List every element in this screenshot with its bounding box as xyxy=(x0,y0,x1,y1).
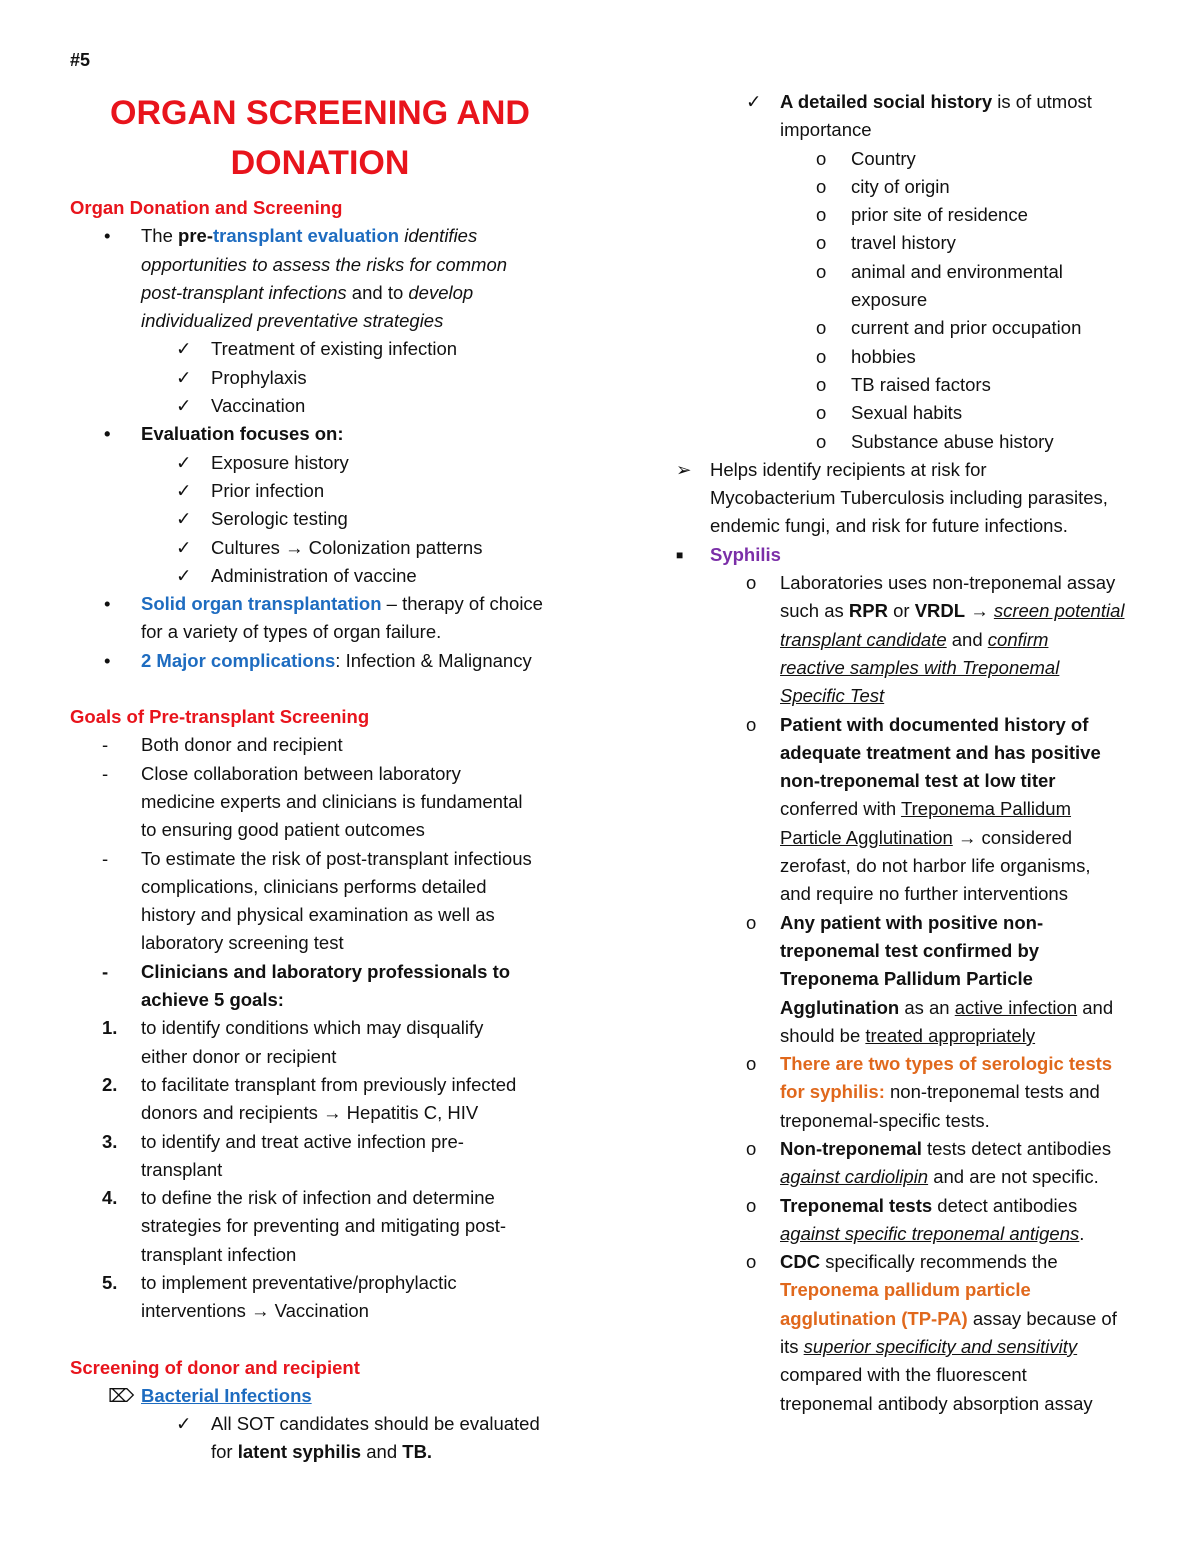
arrow-helps-identify: ➢ Helps identify recipients at risk for Mycobacterium Tuberculosis including parasites, endemic fungi, and risk for future infections. xyxy=(676,456,1166,541)
left-column xyxy=(70,88,590,1467)
goal-item: 3. to identify and treat active infection pre- transplant xyxy=(102,1130,464,1180)
document-title: ORGAN SCREENING AND DONATION xyxy=(110,94,530,182)
checkmark-icon: ✓ xyxy=(176,1413,192,1435)
checkmark-icon: ✓ xyxy=(176,338,192,360)
circle-bullet-icon: o xyxy=(816,147,827,169)
social-item: o Country xyxy=(676,145,1166,173)
dash-icon: - xyxy=(102,762,109,784)
checkmark-icon: ✓ xyxy=(176,508,192,530)
syphilis-item: o Treponemal tests detect antibodies against specific treponemal antigens. xyxy=(676,1192,1166,1249)
circle-bullet-icon: o xyxy=(746,572,757,594)
goal-item: 2. to facilitate transplant from previously infected donors and recipients → Hepatitis C, HIV xyxy=(102,1073,517,1124)
goal-item: 4. to define the risk of infection and determine strategies for preventing and mitigating post- transplant infection xyxy=(102,1187,507,1265)
circle-bullet-icon: o xyxy=(816,175,827,197)
syphilis-item: o Laboratories uses non-treponemal assay such as RPR or VRDL → screen potential transplant candidate and confirm reactive samples with Treponemal Specific Test xyxy=(676,569,1166,710)
bullet-evaluation-focuses: • Evaluation focuses on: xyxy=(70,420,590,448)
checkmark-icon: ✓ xyxy=(176,366,192,388)
dash-icon: - xyxy=(102,847,109,869)
social-item: o Sexual habits xyxy=(676,399,1166,427)
bullet-solid-organ: • Solid organ transplantation – therapy of choice for a variety of types of organ failure. xyxy=(70,590,590,647)
page-number: #5 xyxy=(70,50,91,70)
check-item: ✓ Administration of vaccine xyxy=(70,562,590,590)
social-item: o current and prior occupation xyxy=(676,314,1166,342)
bullet-dot-icon: • xyxy=(104,649,111,671)
dash-item: - To estimate the risk of post-transplant infectious complications, clinicians performs detailed history and physical examination as well as laboratory screening test xyxy=(70,845,590,958)
checkmark-icon: ✓ xyxy=(176,536,192,558)
circle-bullet-icon: o xyxy=(816,317,827,339)
circle-bullet-icon: o xyxy=(746,713,757,735)
heading-organ-donation: Organ Donation and Screening xyxy=(70,197,343,218)
circle-bullet-icon: o xyxy=(746,1137,757,1159)
syphilis-item: o Non-treponemal tests detect antibodies against cardiolipin and are not specific. xyxy=(676,1135,1166,1192)
dash-icon: - xyxy=(102,960,109,982)
circle-bullet-icon: o xyxy=(746,911,757,933)
syphilis-heading: ■ Syphilis xyxy=(676,541,1166,569)
heading-goals: Goals of Pre-transplant Screening xyxy=(70,706,370,728)
dash-item: - Close collaboration between laboratory medicine experts and clinicians is fundamental to ensuring good patient outcomes xyxy=(70,760,590,845)
circle-bullet-icon: o xyxy=(816,402,827,424)
syphilis-item: o Patient with documented history of adequate treatment and has positive non-treponemal test at low titer conferred with Treponema Pallidum Particle Agglutination → considered zerofast, do not harbor life organisms, and require no further interventions xyxy=(676,711,1166,909)
boxed-x-arrow-icon: ⌦ xyxy=(108,1384,135,1406)
circle-bullet-icon: o xyxy=(746,1194,757,1216)
circle-bullet-icon: o xyxy=(816,232,827,254)
check-item: ✓ All SOT candidates should be evaluated for latent syphilis and TB. xyxy=(70,1410,590,1467)
checkmark-icon: ✓ xyxy=(176,395,192,417)
check-item: ✓ Prior infection xyxy=(70,477,590,505)
syphilis-item: o Any patient with positive non- treponemal test confirmed by Treponema Pallidum Particle Agglutination as an active infection and should be treated appropriately xyxy=(676,909,1166,1050)
circle-bullet-icon: o xyxy=(816,260,827,282)
checkmark-icon: ✓ xyxy=(176,564,192,586)
social-item: o city of origin xyxy=(676,173,1166,201)
social-item: o TB raised factors xyxy=(676,371,1166,399)
arrowhead-bullet-icon: ➢ xyxy=(676,458,692,480)
dash-item: - Both donor and recipient xyxy=(70,731,590,759)
bullet-major-complications: • 2 Major complications: Infection & Malignancy xyxy=(70,647,590,675)
heading-screening-donor: Screening of donor and recipient xyxy=(70,1356,360,1378)
social-item: o Substance abuse history xyxy=(676,428,1166,456)
syphilis-item: o CDC specifically recommends the Treponema pallidum particle agglutination (TP-PA) assay because of its superior specificity and sensitivity compared with the fluorescent treponemal antibody absorption assay xyxy=(676,1248,1166,1418)
social-item: o animal and environmental exposure xyxy=(676,258,1166,315)
check-social-history: ✓ A detailed social history is of utmost importance xyxy=(676,88,1166,145)
square-bullet-icon: ■ xyxy=(676,547,684,562)
dash-icon: - xyxy=(102,734,109,756)
circle-bullet-icon: o xyxy=(816,345,827,367)
circle-bullet-icon: o xyxy=(746,1053,757,1075)
social-item: o prior site of residence xyxy=(676,201,1166,229)
circle-bullet-icon: o xyxy=(816,430,827,452)
bullet-dot-icon: • xyxy=(104,225,111,247)
circle-bullet-icon: o xyxy=(816,373,827,395)
check-item: ✓ Prophylaxis xyxy=(70,364,590,392)
social-item: o travel history xyxy=(676,229,1166,257)
syphilis-item: o There are two types of serologic tests for syphilis: non-treponemal tests and treponemal-specific tests. xyxy=(676,1050,1166,1135)
bullet-dot-icon: • xyxy=(104,423,111,445)
social-item: o hobbies xyxy=(676,343,1166,371)
check-item: ✓ Serologic testing xyxy=(70,505,590,533)
check-item: ✓ Treatment of existing infection xyxy=(70,335,590,363)
checkmark-icon: ✓ xyxy=(176,451,192,473)
goal-item: 1. to identify conditions which may disqualify either donor or recipient xyxy=(102,1017,484,1067)
goal-item: 5. to implement preventative/prophylactic interventions → Vaccination xyxy=(102,1271,457,1322)
circle-bullet-icon: o xyxy=(816,204,827,226)
right-column xyxy=(676,88,1166,1418)
check-item: ✓ Exposure history xyxy=(70,449,590,477)
check-item: ✓ Vaccination xyxy=(70,392,590,420)
checkmark-icon: ✓ xyxy=(176,479,192,501)
bullet-pretransplant-evaluation: • The pre-transplant evaluation identifies opportunities to assess the risks for common post-transplant infections and to develop individualized preventative strategies xyxy=(70,222,590,335)
dash-item-bold: - Clinicians and laboratory professionals to achieve 5 goals: xyxy=(70,958,590,1015)
checkmark-icon: ✓ xyxy=(746,91,762,112)
bullet-dot-icon: • xyxy=(104,593,111,615)
circle-bullet-icon: o xyxy=(746,1251,757,1273)
check-item: ✓ Cultures → Colonization patterns xyxy=(70,534,590,562)
sub-bacterial-infections: ⌦ Bacterial Infections xyxy=(70,1382,590,1410)
